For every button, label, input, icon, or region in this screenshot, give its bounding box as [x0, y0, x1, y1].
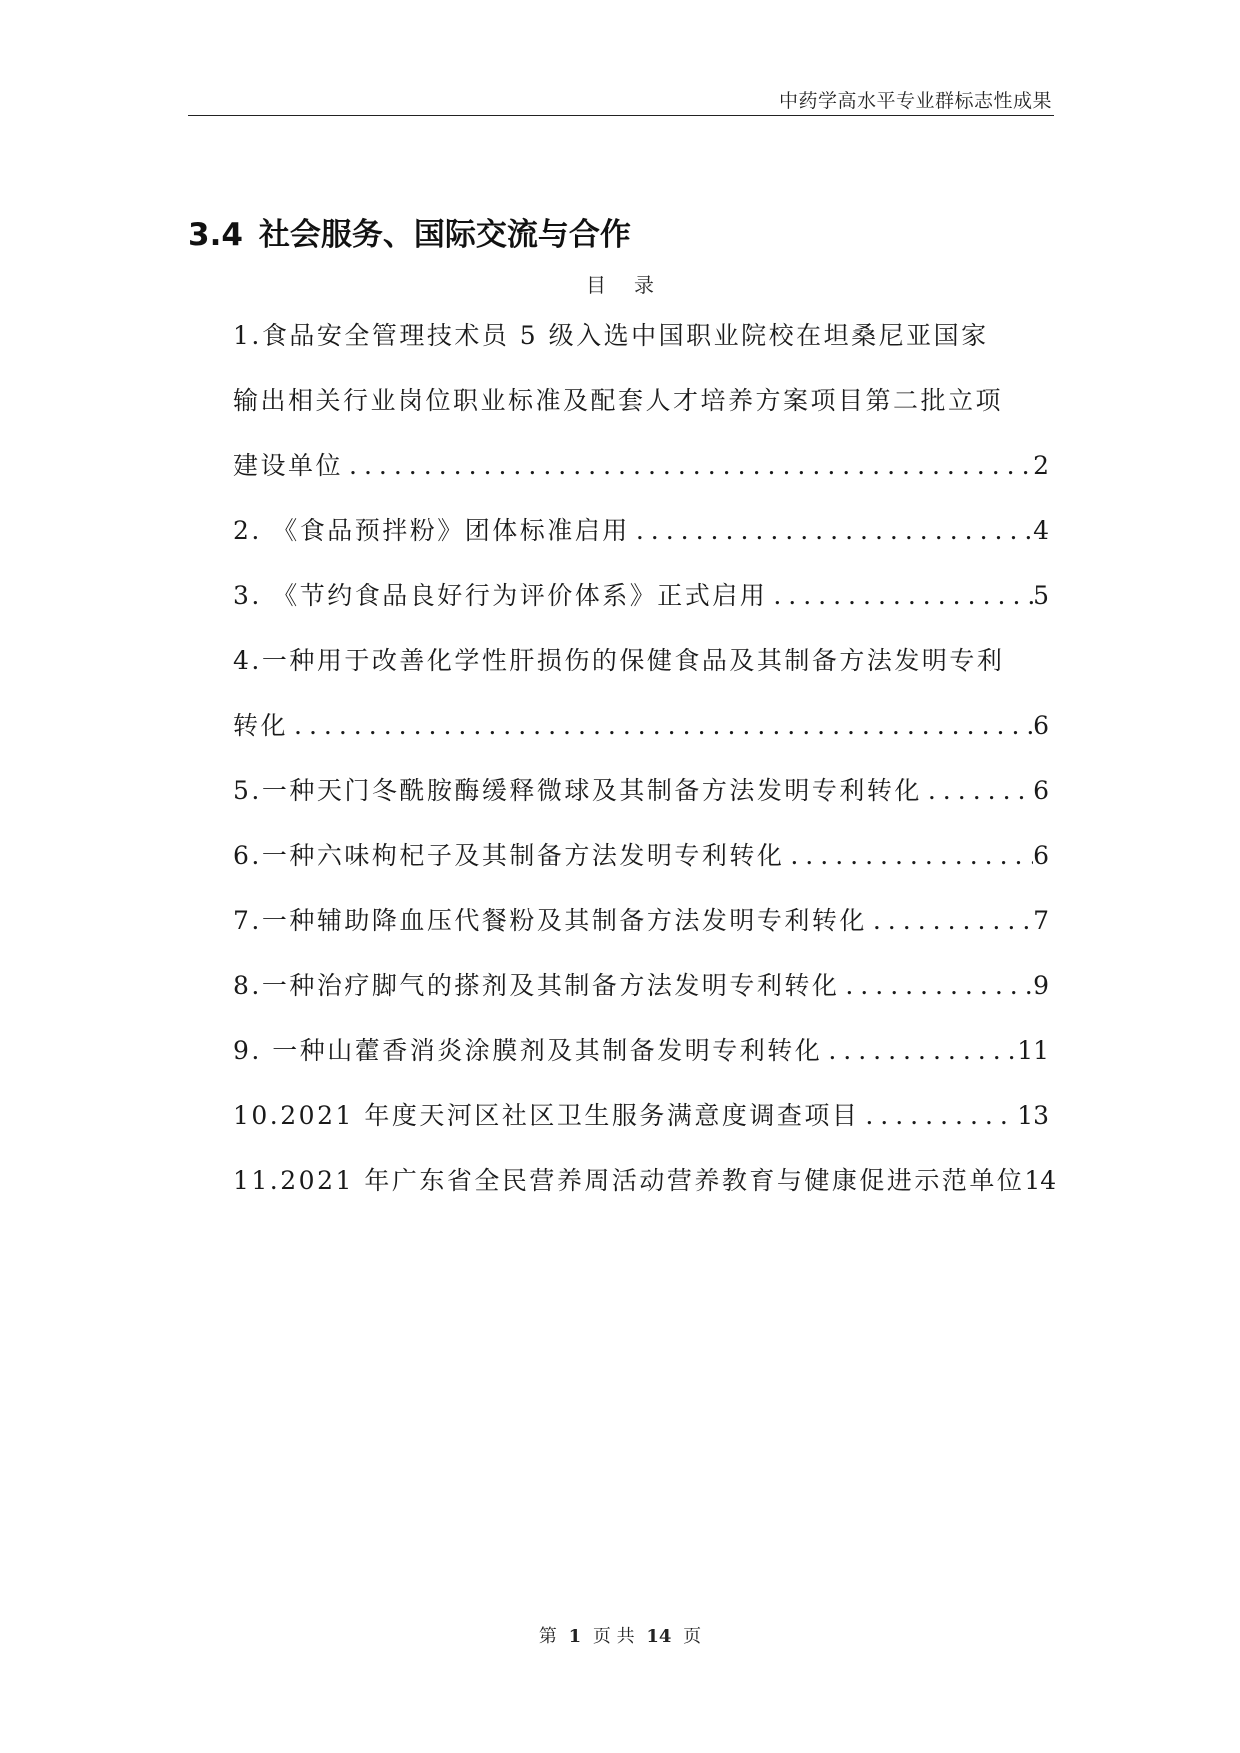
toc-entry-final-line [233, 1029, 1049, 1094]
toc-entry-final-line [233, 1094, 1049, 1159]
toc-page-number: 7 [1033, 906, 1049, 935]
toc-dot-leader [767, 574, 1033, 618]
toc-page-number: 14 [1024, 1166, 1057, 1195]
toc-dot-leader [630, 509, 1033, 553]
toc-entry-final-line [233, 704, 1049, 769]
toc-dot-leader [288, 704, 1033, 748]
toc-entry[interactable] [233, 1029, 1049, 1094]
footer-middle: 页 共 [592, 1626, 635, 1647]
toc-entry[interactable] [233, 574, 1049, 639]
toc-page-number: 6 [1033, 776, 1049, 805]
toc-entry-final-line [233, 574, 1049, 639]
toc-entry-final-line [233, 899, 1049, 964]
toc-entry[interactable] [233, 964, 1049, 1029]
toc-entry[interactable] [233, 314, 1049, 509]
footer-total-pages: 14 [646, 1626, 672, 1647]
toc-entry-title: 8.一种治疗脚气的搽剂及其制备方法发明专利转化 [233, 971, 840, 1000]
toc-page-number: 13 [1017, 1101, 1049, 1130]
toc-dot-leader [859, 1094, 1017, 1138]
table-of-contents [233, 314, 1057, 1224]
header-divider [188, 115, 1054, 116]
toc-entry-title: 7.一种辅助降血压代餐粉及其制备方法发明专利转化 [233, 906, 867, 935]
running-header-title: 中药学高水平专业群标志性成果 [778, 90, 1052, 112]
toc-entry-text-line: 1.食品安全管理技术员 5 级入选中国职业院校在坦桑尼亚国家 [233, 321, 989, 350]
toc-entry-title: 2. 《食品预拌粉》团体标准启用 [233, 516, 630, 545]
toc-entry[interactable] [233, 509, 1049, 574]
footer-prefix: 第 [538, 1626, 557, 1647]
toc-entry-title: 3. 《节约食品良好行为评价体系》正式启用 [233, 581, 768, 610]
toc-page-number: 2 [1033, 451, 1049, 480]
toc-entry[interactable] [233, 1094, 1049, 1159]
footer-suffix: 页 [683, 1626, 702, 1647]
toc-entry-title: 11.2021 年广东省全民营养周活动营养教育与健康促进示范单位 [233, 1166, 1025, 1195]
toc-entry[interactable] [233, 769, 1049, 834]
toc-entry[interactable] [233, 639, 1049, 769]
toc-dot-leader [343, 444, 1033, 488]
toc-entry[interactable] [233, 1159, 1057, 1224]
toc-entry-final-line [233, 1159, 1057, 1224]
toc-heading: 目录 [586, 273, 682, 297]
toc-page-number: 11 [1017, 1036, 1049, 1065]
page-footer [0, 1622, 1240, 1648]
toc-dot-leader [822, 1029, 1017, 1073]
toc-entry-text-line: 输出相关行业岗位职业标准及配套人才培养方案项目第二批立项 [233, 386, 1004, 415]
toc-entry-title: 9. 一种山藿香消炎涂膜剂及其制备发明专利转化 [233, 1036, 823, 1065]
toc-page-number: 6 [1033, 711, 1049, 740]
toc-page-number: 6 [1033, 841, 1049, 870]
toc-entry-title: 转化 [233, 711, 289, 740]
toc-entry-final-line [233, 769, 1049, 834]
toc-entry[interactable] [233, 899, 1049, 964]
section-number: 3.4 [188, 216, 243, 253]
toc-dot-leader [839, 964, 1033, 1008]
toc-dot-leader [784, 834, 1033, 878]
toc-entry-title: 建设单位 [233, 451, 344, 480]
toc-entry-title: 6.一种六味枸杞子及其制备方法发明专利转化 [233, 841, 785, 870]
toc-page-number: 4 [1033, 516, 1049, 545]
toc-entry-text-line: 4.一种用于改善化学性肝损伤的保健食品及其制备方法发明专利 [233, 646, 1005, 675]
toc-entry-title: 10.2021 年度天河区社区卫生服务满意度调查项目 [233, 1101, 860, 1130]
toc-dot-leader [922, 769, 1033, 813]
footer-current-page: 1 [568, 1626, 582, 1647]
toc-page-number: 9 [1033, 971, 1049, 1000]
toc-dot-leader [867, 899, 1033, 943]
section-title-text: 社会服务、国际交流与合作 [258, 216, 631, 253]
section-title [188, 209, 631, 254]
toc-page-number: 5 [1033, 581, 1049, 610]
toc-entry-final-line [233, 444, 1049, 509]
toc-entry-title: 5.一种天门冬酰胺酶缓释微球及其制备方法发明专利转化 [233, 776, 922, 805]
toc-entry[interactable] [233, 834, 1049, 899]
toc-entry-final-line [233, 964, 1049, 1029]
toc-entry-final-line [233, 834, 1049, 899]
toc-entry-final-line [233, 509, 1049, 574]
